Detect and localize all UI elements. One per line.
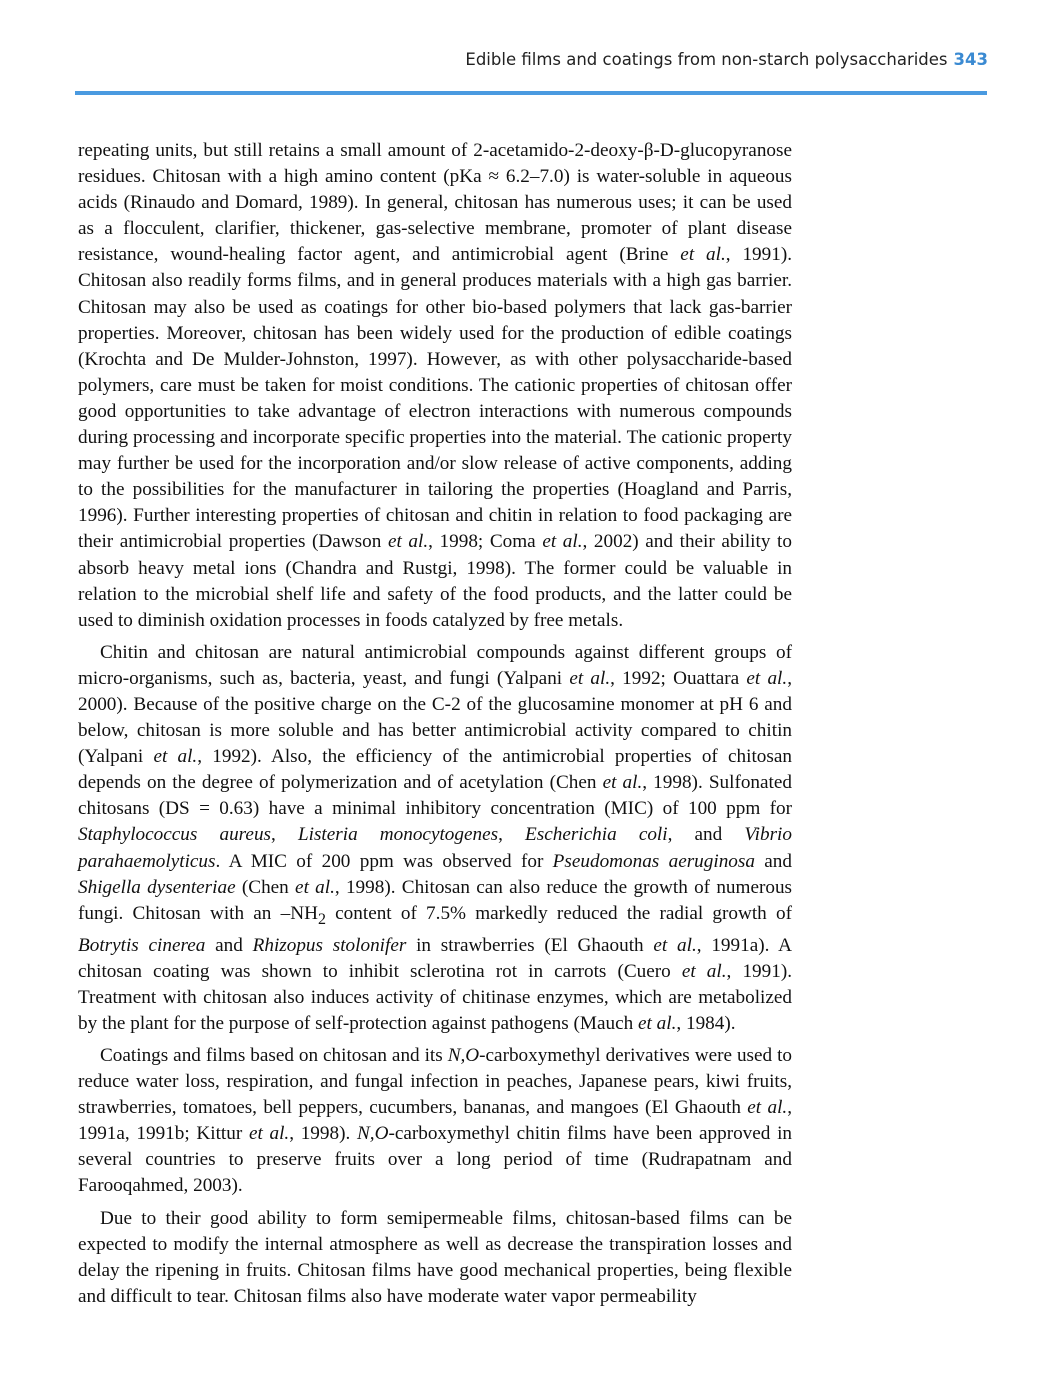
et-al: et al.	[153, 746, 198, 768]
paragraph-4	[78, 1206, 792, 1310]
species-name: Shigella dysenteriae	[78, 876, 236, 898]
text-run: , 1992; Ouattara	[610, 667, 747, 689]
subscript: 2	[317, 910, 326, 928]
chemical-prefix: N,O	[447, 1045, 480, 1067]
species-name: Rhizopus stolonifer	[252, 934, 407, 956]
text-run: -carboxymethyl derivatives were used to reduce water loss, respiration, and fungal infection in peaches, Japanese pears, kiwi fruits, strawberries, tomatoes, bell peppers, cucumbers, bananas, and mangoes (El Ghaouth	[78, 1045, 792, 1119]
et-al: et al.	[248, 1123, 290, 1145]
et-al: et al.	[747, 1097, 788, 1119]
text-run: , 2000). Because of the positive charge on the C-2 of the glucosamine monomer at pH 6 and below, chitosan is more soluble and has better antimicrobial activity compared to chitin (Yalpani	[78, 667, 792, 768]
et-al: et al.	[638, 1012, 677, 1034]
running-header	[465, 50, 988, 69]
paragraph-3	[78, 1043, 792, 1200]
text-run: , 1998). Chitosan can also reduce the growth of numerous fungi. Chitosan with an –NH	[78, 876, 793, 924]
text-run: ,	[271, 824, 298, 846]
et-al: et al.	[295, 876, 335, 898]
text-run: , 1998). Sulfonated chitosans (DS = 0.63) have a minimal inhibitory concentration (MIC) of 100 ppm for	[78, 772, 792, 820]
text-run: in strawberries (El Ghaouth	[406, 934, 654, 956]
text-run: , 2002) and their ability to absorb heavy metal ions (Chandra and Rustgi, 1998). The former could be valuable in relation to the microbial shelf life and safety of the food products, and the latter could be used to diminish oxidation processes in foods catalyzed by free metals.	[78, 531, 792, 631]
text-run: Due to their good ability to form semipermeable films, chitosan-based films can be expected to modify the internal atmosphere as well as decrease the transpiration losses and delay the ripening in fruits. Chitosan films have good mechanical properties, being flexible and difficult to tear. Chitosan films also have moderate water vapor permeability	[78, 1207, 792, 1307]
text-run: , 1991). Chitosan also readily forms films, and in general produces materials with a high gas barrier. Chitosan may also be used as coatings for other bio-based polymers that lack gas-barrier properties. Moreover, chitosan has been widely used for the production of edible coatings (Krochta and De Mulder-Johnston, 1997). However, as with other polysaccharide-based polymers, care must be taken for moist conditions. The cationic properties of chitosan offer good opportunities to take advantage of electron interactions with numerous compounds during processing and incorporate specific properties into the material. The cationic property may further be used for the incorporation and/or slow release of active components, adding to the possibilities for the manufacturer in tailoring the properties (Hoagland and Parris, 1996). Further interesting properties of chitosan and chitin in relation to food packaging are their antimicrobial properties (Dawson	[78, 244, 793, 553]
et-al: et al.	[387, 531, 429, 553]
text-run: , 1998; Coma	[428, 531, 543, 553]
text-run: content of 7.5% markedly reduced the radial growth of	[325, 902, 792, 924]
paragraph-1	[78, 138, 792, 634]
species-name: Pseudomonas aeruginosa	[552, 850, 755, 872]
running-title: Edible films and coatings from non-starch polysaccharides	[465, 50, 948, 69]
species-name: Escherichia coli	[525, 824, 668, 846]
text-run: , 1991). Treatment with chitosan also induces activity of chitinase enzymes, which are metabolized by the plant for the purpose of self-protection against pathogens (Mauch	[78, 960, 793, 1034]
species-name: Staphylococcus aureus	[78, 824, 272, 846]
text-run: . A MIC of 200 ppm was observed for	[215, 850, 553, 872]
et-al: et al.	[542, 531, 583, 553]
text-run: , 1984).	[676, 1012, 736, 1034]
text-run: Chitin and chitosan are natural antimicrobial compounds against different groups of micro-organisms, such as, bacteria, yeast, and fungi (Yalpani	[78, 641, 792, 689]
chemical-prefix: N,O	[356, 1123, 389, 1145]
species-name: Vibrio parahaemolyticus	[78, 824, 792, 872]
et-al: et al.	[653, 934, 697, 956]
et-al: et al.	[681, 960, 727, 982]
text-run: repeating units, but still retains a small amount of 2-acetamido-2-deoxy-β-D-glucopyranose residues. Chitosan with a high amino content (pKa ≈ 6.2–7.0) is water-soluble in aqueous acids (Rinaudo and Domard, 1989). In general, chitosan has numerous uses; it can be used as a flocculent, clarifier, thickener, gas-selective membrane, promoter of plant disease resistance, wound-healing factor agent, and antimicrobial agent (Brine	[78, 140, 792, 266]
text-run: -carboxymethyl chitin films have been approved in several countries to preserve fruits over a long period of time (Rudrapatnam and Farooqahmed, 2003).	[78, 1123, 793, 1197]
et-al: et al.	[746, 667, 788, 689]
et-al: et al.	[680, 244, 726, 266]
text-run: , 1998).	[289, 1123, 357, 1145]
species-name: Botrytis cinerea	[78, 934, 206, 956]
text-run: , and	[667, 824, 745, 846]
page-number: 343	[953, 50, 988, 69]
text-run: Coatings and films based on chitosan and its	[100, 1045, 448, 1067]
text-run: and	[205, 934, 253, 956]
text-run: , 1991a). A chitosan coating was shown to inhibit sclerotina rot in carrots (Cuero	[78, 934, 792, 982]
body-text	[78, 138, 792, 1310]
et-al: et al.	[569, 667, 611, 689]
text-run: , 1992). Also, the efficiency of the antimicrobial properties of chitosan depends on the degree of polymerization and of acetylation (Chen	[78, 746, 792, 794]
text-run: ,	[498, 824, 526, 846]
text-run: , 1991a, 1991b; Kittur	[78, 1097, 792, 1145]
et-al: et al.	[602, 772, 643, 794]
header-rule	[75, 91, 987, 95]
text-run: (Chen	[235, 876, 296, 898]
paragraph-2	[78, 640, 792, 1037]
species-name: Listeria monocytogenes	[297, 824, 499, 846]
text-run: and	[754, 850, 792, 872]
